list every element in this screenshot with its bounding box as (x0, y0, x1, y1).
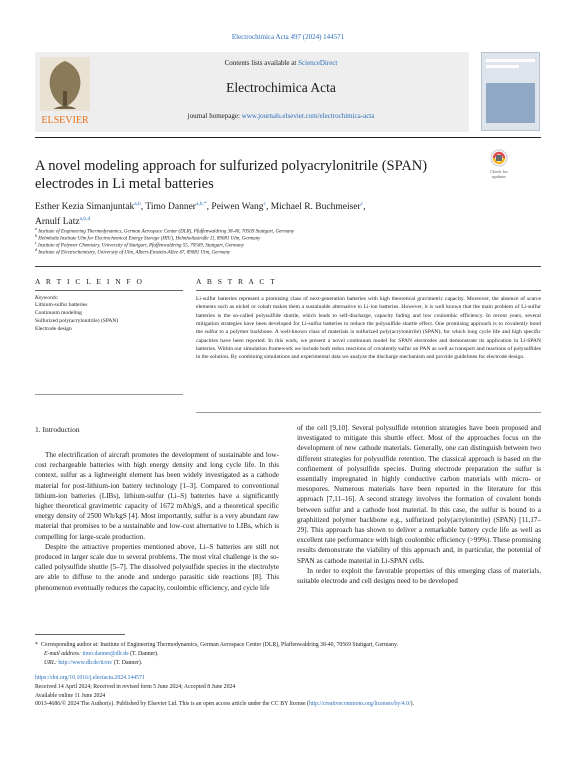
article-info-heading: A R T I C L E I N F O (35, 277, 144, 286)
author-name[interactable]: Peiwen Wang (211, 202, 264, 213)
author-name[interactable]: Michael R. Buchmeiser (270, 202, 361, 213)
email-label: E-mail address: (44, 650, 81, 657)
author-affiliation-marks[interactable]: c (263, 201, 266, 207)
email-line (35, 650, 541, 659)
crossmark-bookmark (496, 155, 502, 161)
affiliation-mark: d (35, 247, 37, 252)
author-separator: , (265, 202, 271, 213)
publisher-wordmark: ELSEVIER (41, 115, 89, 126)
cover-image (486, 83, 535, 123)
license-suffix: ). (410, 701, 415, 708)
author-affiliation-marks[interactable]: c (360, 201, 364, 207)
affiliation-text: Institute of Electrochemistry, University of Ulm, Albert-Einstein-Allee 47, 89081 Ulm, Germany (38, 250, 231, 256)
article-info-bottom-rule (35, 394, 183, 395)
license-link[interactable]: http://creativecommons.org/licenses/by/4.0/ (308, 701, 411, 708)
keywords-label: Keywords: (35, 295, 59, 301)
abstract-bottom-rule (196, 412, 541, 413)
author-separator: , (206, 202, 212, 213)
author-affiliation-marks[interactable]: a,b (134, 201, 141, 207)
email-suffix: (T. Danner). (128, 650, 159, 657)
keyword: Sulfurized poly(acrylonitrile) (SPAN) (35, 318, 119, 324)
check-for-updates-label (482, 169, 516, 179)
keyword: Lithium-sulfur batteries (35, 302, 88, 308)
url-suffix: (T. Danner). (112, 659, 143, 666)
affiliation (35, 247, 535, 257)
url-label: URL: (44, 659, 57, 666)
body-column-right (297, 423, 541, 586)
article-metadata (35, 674, 555, 709)
author-name[interactable]: Arnulf Latz (35, 217, 80, 228)
affiliation-text: Institute of Polymer Chemistry, University of Stuttgart, Pfaffenwaldring 55, 70569, Stuttgart, Germany (38, 243, 244, 249)
affiliation-text: Helmholtz Institute Ulm for Electrochemical Energy Storage (HIU), Helmholtzstraße 11, 89081 Ulm, Germany (38, 236, 261, 242)
affiliation-mark: b (35, 233, 37, 238)
footnote (35, 641, 541, 667)
corresponding-author-text: Corresponding author at: Institute of Engineering Thermodynamics, German Aerospace Center (DLR), Pfaffenwaldring 38-40, 70569 Stuttgart, Germany. (40, 642, 398, 648)
sciencedirect-link[interactable]: ScienceDirect (298, 59, 338, 67)
affiliation-text: Institute of Engineering Thermodynamics, German Aerospace Center (DLR), Pfaffenwaldring 38-40, 70569 Stuttgart, Germany (38, 229, 295, 235)
email-link[interactable]: timo.danner@dlr.de (82, 650, 129, 657)
article-title-line-2: electrodes in Li metal batteries (35, 176, 214, 192)
abstract-heading: A B S T R A C T (196, 277, 277, 286)
journal-title: Electrochimica Acta (226, 80, 336, 95)
author-affiliation-marks[interactable]: a,b,* (195, 201, 207, 207)
keyword: Continuum modeling (35, 310, 82, 316)
author-list (35, 198, 515, 228)
corresponding-author-note (35, 641, 541, 650)
affiliation-mark: c (35, 240, 37, 245)
author-affiliation-marks[interactable]: a,b,d (79, 216, 91, 223)
contents-prefix: Contents lists available at (224, 59, 299, 67)
article-title-line-1: A novel modeling approach for sulfurized polyacrylonitrile (SPAN) (35, 158, 428, 174)
body-column-left (35, 450, 279, 593)
author-name[interactable]: Esther Kezia Simanjuntak (35, 202, 135, 213)
body-paragraph: In order to exploit the favorable properties of this emerging class of materials, suitable electrode and cell designs need to be developed (297, 566, 541, 586)
journal-citation[interactable]: Electrochimica Acta 497 (2024) 144571 (231, 33, 345, 41)
body-paragraph: Despite the attractive properties mentioned above, Li–S batteries are still not produced in larger scale due to several problems. The most vital challenge is the so-called polysulfide shuttle [5–7]. The dissolved polysulfide species in the electrolyte are able to diffuse to the anode and undergo parasitic side reactions [8]. This phenomenon eventually reduces the capacity, coulombic efficiency, and cycle life (35, 542, 279, 592)
homepage-link[interactable]: www.journals.elsevier.com/electrochimica-acta (241, 112, 375, 120)
affiliation-mark: a (35, 226, 37, 231)
footnote-star: * (35, 642, 38, 648)
keyword: Electrode design (35, 326, 72, 332)
check-for-updates-line-2: updates (492, 174, 506, 179)
author-separator: , (140, 202, 146, 213)
author-name[interactable]: Timo Danner (145, 202, 196, 213)
online-date: Available online 11 June 2024 (35, 692, 106, 699)
journal-cover-thumbnail[interactable] (481, 52, 540, 131)
article-title (35, 157, 465, 193)
journal-homepage (94, 112, 468, 120)
section-heading-introduction: 1. Introduction (35, 425, 80, 434)
article-info-rule (35, 290, 183, 291)
url-line (35, 659, 541, 668)
header-rule (35, 137, 541, 138)
abstract-rule (196, 290, 541, 291)
cover-subtitle-bar (486, 65, 519, 68)
body-paragraph: The electrification of aircraft promotes the development of sustainable and low-cost rechargeable batteries with high energy density and long cycle life. In this context, sulfur as a lightweight element has been widely investigated as a cathode material for post-lithium-ion battery technology [1–3]. Compared to conventional lithium-ion batteries (LIBs), lithium-sulfur (Li–S) batteries have a significantly higher theoretical gravimetric capacity of 1672 mAh/gS, and a theoretical specific energy density of 2500 Wh/kgS [4]. Most importantly, sulfur is a very abundant raw material that promises to be a sustainable and low-cost alternative to LIBs, which is compelling for large-scale production. (35, 451, 279, 541)
abstract-text: Li-sulfur batteries represent a promising class of next-generation batteries with high theoretical gravimetric capacity. Moreover, the absence of scarce elements such as nickel or cobalt makes them a sustainable alternative to Li-ion batteries. However, it is well known that the main problem of Li-sulfur batteries is the so-called polysulfide shuttle, which leads to self-discharge, capacity fading and low coulombic efficiency. In recent years, several mitigation strategies have been developed for Li-sulfur batteries to reduce the polysulfide shuttle effect. One promising approach is to covalently bond the sulfur to a polymer backbone. A well-known class of materials is sulfurized poly(acrylonitrile) (SPAN), for which long cycle life and high specific capacities have been reported. In this work, we present a novel continuum model for SPAN electrodes and demonstrate its application in Li-SPAN batteries. Within our simulation framework we include both redox reactions of covalently sulfur on PAN as well as transport and reactions of polysulfides in the solution. By combining simulations and experimental data we analyze the discharge mechanism and provide guidelines for electrode design. (196, 296, 541, 361)
url-link[interactable]: http://www.dlr.de/tt/en/ (58, 659, 113, 666)
homepage-prefix: journal homepage: (187, 112, 242, 120)
license-line (35, 700, 555, 709)
contents-line (94, 59, 468, 67)
license-text: 0013-4686/© 2024 The Author(s). Published by Elsevier Ltd. This is an open access article under the CC BY license ( (35, 701, 309, 708)
affiliations-rule (35, 266, 541, 267)
doi-link[interactable]: https://doi.org/10.1016/j.electacta.2024.144571 (35, 675, 145, 681)
author-separator: , (363, 202, 366, 213)
footnote-rule (35, 634, 125, 635)
received-dates: Received 14 April 2024; Received in revised form 5 June 2024; Accepted 8 June 2024 (35, 683, 236, 690)
cover-title-bar (486, 59, 535, 62)
elsevier-logo[interactable] (36, 55, 94, 129)
check-for-updates-line-1: Check for (490, 169, 508, 174)
body-paragraph: of the cell [9,10]. Several polysulfide retention strategies have been proposed and investigated to mitigate this shuttle effect. Most of the approaches focus on the development of new cathode materials. Generally, one can distinguish between two different strategies for polysulfide retention. The classical approach is based on the confinement of polysulfide species. During electrode preparation the sulfur is essentially impregnated in highly conductive carbon materials with micro- or mesopores. Numerous materials have been reported in the literature for this approach [7,11–16]. A second strategy involves the formation of covalent bonds between sulfur and a cathode host material. In this case, the sulfur is bound to a graphitized polymer backbone e.g., sulfurized poly(acrylonitrile) (SPAN) [11,17–29]. This approach has shown to deliver a remarkable battery cycle life as well as excellent rate performance with high coulombic efficiency (>99%). These promising results demonstrate the viability of this approach and, in particular, the potential of SPAN as cathode material in Li-SPAN cells. (297, 424, 541, 565)
